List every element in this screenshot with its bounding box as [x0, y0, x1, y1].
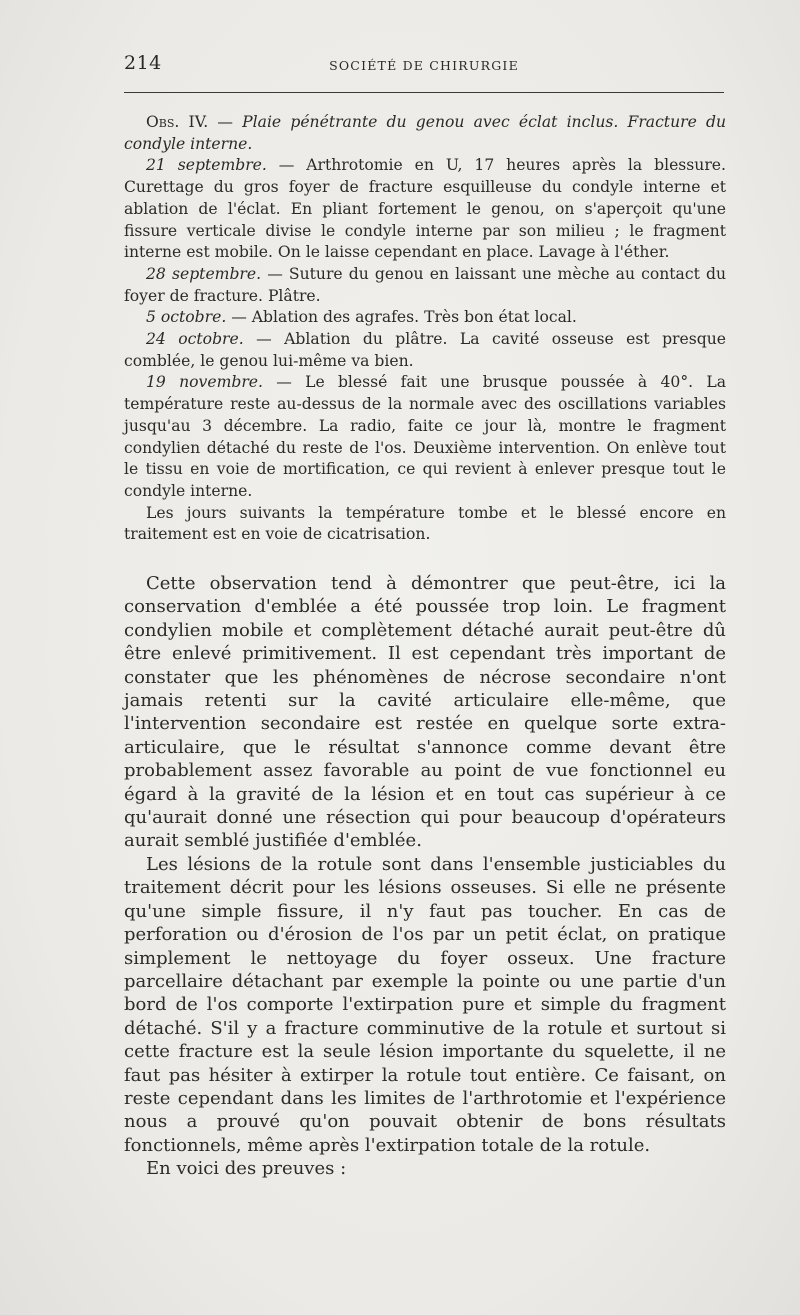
page-number: 214 — [124, 52, 162, 74]
observation-block — [124, 112, 726, 546]
header-rule — [124, 92, 724, 93]
observation-entry — [124, 264, 726, 307]
observation-entry — [124, 155, 726, 264]
observation-entry — [124, 372, 726, 502]
entry-text: — Ablation des agrafes. Très bon état local. — [226, 308, 577, 327]
running-title: SOCIÉTÉ DE CHIRURGIE — [329, 58, 519, 73]
entry-text: — Arthrotomie en U, 17 heures après la blessure. Curettage du gros foyer de fracture esquilleuse du condyle interne et ablation de l'éclat. En pliant fortement le genou, on s'aperçoit qu'une fissure verticale divise le condyle interne par son milieu ; le fragment interne est mobile. On le laisse cependant en place. Lavage à l'éther. — [124, 156, 726, 262]
entry-text: — Suture du genou en laissant une mèche au contact du foyer de fracture. Plâtre. — [124, 264, 726, 305]
observation-title: Plaie pénétrante du genou avec éclat inclus. Fracture du condyle interne. — [124, 113, 727, 153]
page-header — [124, 52, 724, 78]
entry-text: — Le blessé fait une brusque poussée à 40°. La température reste au-dessus de la normale avec des oscillations variables jusqu'au 3 décembre. La radio, faite ce jour là, montre le fragment condylien détaché du reste de l'os. Deuxième intervention. On enlève tout le tissu en voie de mortification, ce qui revient à enlever presque tout le condyle interne. — [124, 373, 726, 500]
observation-closing: Les jours suivants la température tombe et le blessé encore en traitement est en voie de cicatrisation. — [124, 503, 726, 544]
observation-entry — [124, 329, 726, 372]
entry-date: 19 novembre. — [146, 373, 263, 392]
entry-date: 28 septembre. — [146, 264, 262, 283]
observation-label: Obs. IV. — [146, 113, 209, 131]
entry-text: — Ablation du plâtre. La cavité osseuse est presque comblée, le genou lui-même va bien. — [124, 330, 726, 370]
body-paragraph: Cette observation tend à démontrer que peut-être, ici la conservation d'emblée a été poussée trop loin. Le fragment condylien mobile et complètement détaché aurait peut-être dû être enlevé primitivement. Il est cependant très important de constater que les phénomènes de nécrose secondaire n'ont jamais retenti sur la cavité articulaire elle-même, que l'intervention secondaire est restée en quelque sorte extra-articulaire, que le résultat s'annonce comme devant être probablement assez favorable au point de vue fonctionnel eu égard à la gravité de la lésion et en tout cas supérieur à ce qu'aurait donné une résection qui pour beaucoup d'opérateurs aurait semblé justifiée d'emblée. — [124, 573, 726, 852]
body-paragraph: Les lésions de la rotule sont dans l'ensemble justiciables du traitement décrit pour les lésions osseuses. Si elle ne présente qu'une simple fissure, il n'y faut pas toucher. En cas de perforation ou d'érosion de l'os par un petit éclat, on pratique simplement le nettoyage du foyer osseux. Une fracture parcellaire détachant par exemple la pointe ou une partie d'un bord de l'os comporte l'extirpation pure et simple du fragment détaché. S'il y a fracture comminutive de la rotule et surtout si cette fracture est la seule lésion importante du squelette, il ne faut pas hésiter à extirper la rotule tout entière. Ce faisant, on reste cependant dans les limites de l'arthrotomie et l'expérience nous a prouvé qu'on pouvait obtenir de bons résultats fonctionnels, même après l'extirpation totale de la rotule. — [124, 853, 726, 1156]
entry-date: 24 octobre. — [146, 330, 244, 349]
observation-dash: — — [208, 113, 243, 131]
entry-date: 21 septembre. — [146, 156, 267, 175]
body-paragraph: En voici des preuves : — [146, 1158, 347, 1180]
body-text — [124, 572, 726, 1181]
observation-entry — [124, 307, 726, 329]
entry-date: 5 octobre. — [146, 308, 227, 327]
observation-heading — [124, 112, 726, 155]
